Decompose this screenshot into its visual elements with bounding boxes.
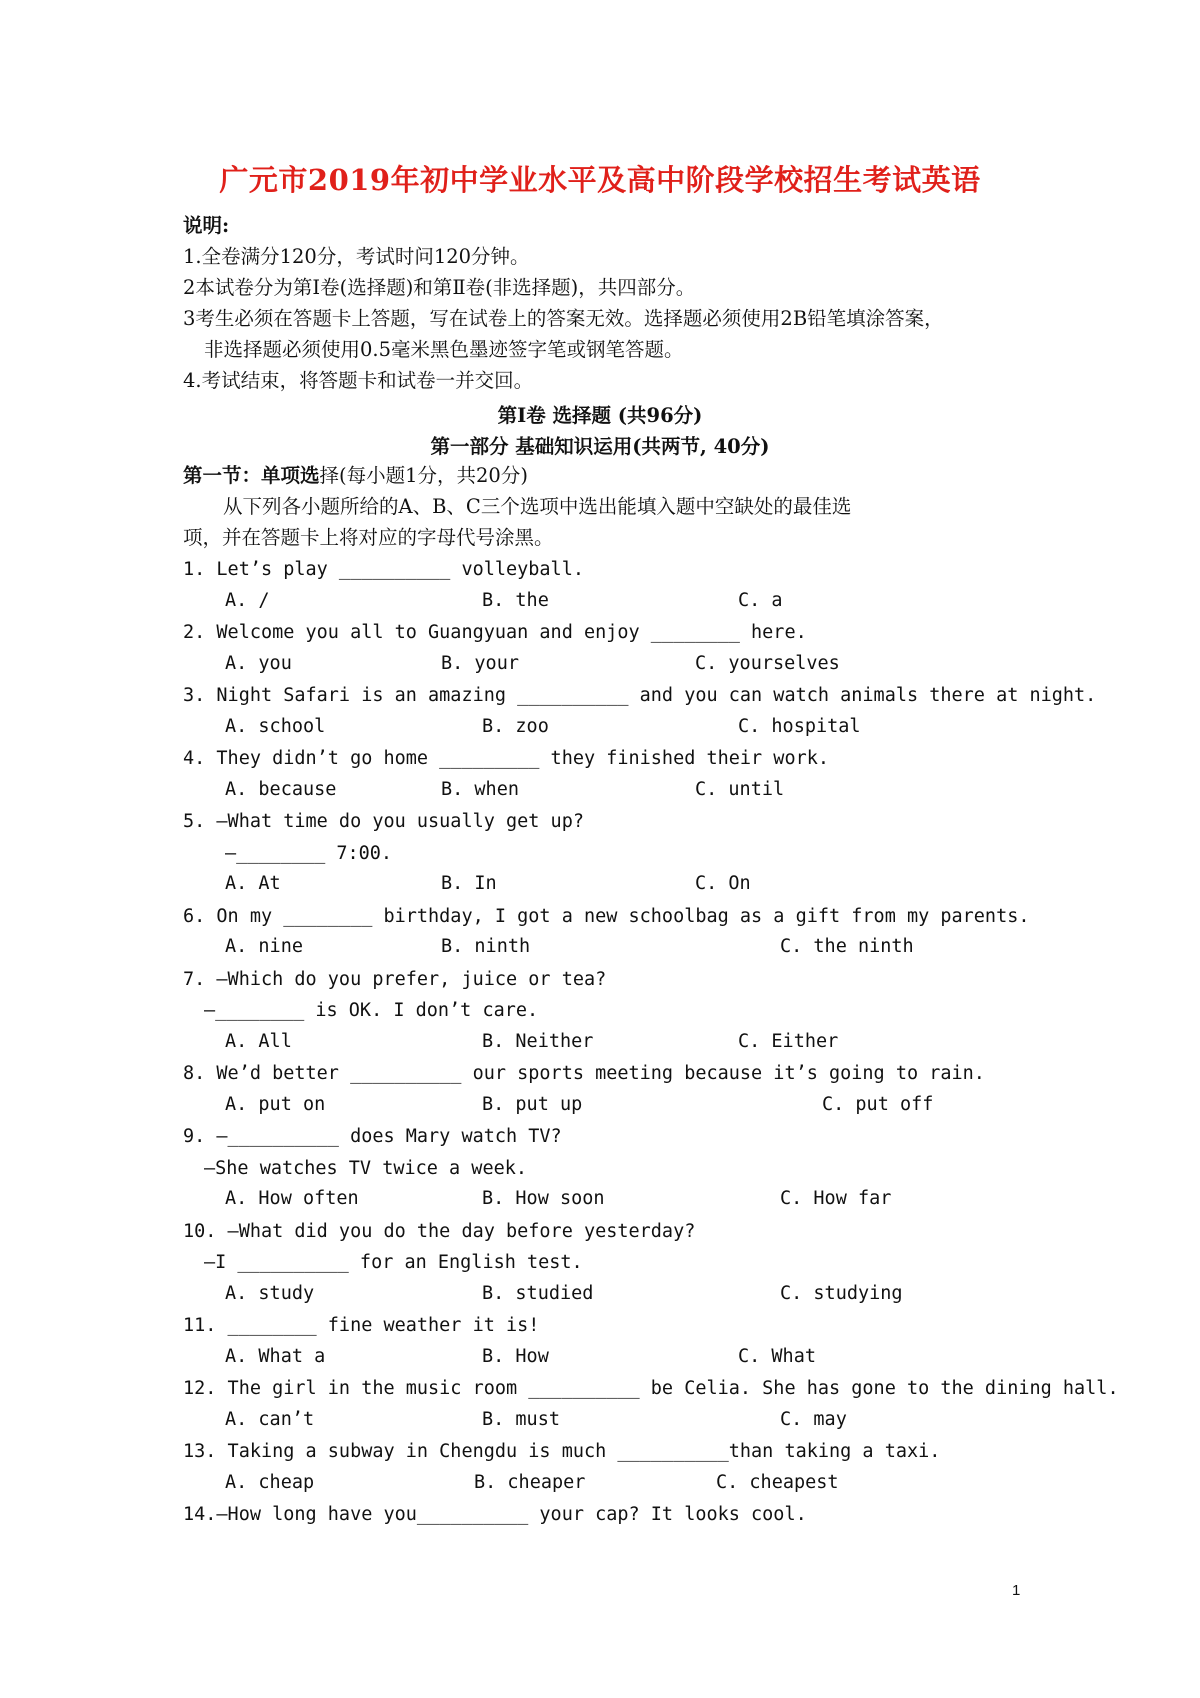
question-stem: 1. Let’s play __________ volleyball. — [183, 559, 584, 580]
answer-option: A. cheap — [225, 1471, 315, 1493]
question-stem: 13. Taking a subway in Chengdu is much __________than taking a taxi. — [183, 1441, 941, 1462]
question-stem: 11. ________ fine weather it is! — [183, 1315, 540, 1336]
answer-option: A. because — [225, 778, 337, 800]
instruction-line: 项，并在答题卡上将对应的字母代号涂黑。 — [183, 526, 554, 549]
subsection-heading — [183, 462, 528, 490]
answer-option: C. What — [738, 1345, 816, 1367]
answer-option: C. cheapest — [716, 1471, 839, 1493]
answer-option: C. How far — [780, 1188, 892, 1209]
answer-option: B. when — [441, 778, 519, 800]
answer-option: B. your — [441, 652, 519, 674]
answer-option: B. zoo — [482, 715, 549, 737]
note-item: 2本试卷分为第Ⅰ卷(选择题)和第Ⅱ卷(非选择题)，共四部分。 — [183, 276, 696, 299]
question-stem: 5. —What time do you usually get up? — [183, 811, 584, 832]
answer-option: A. How often — [225, 1188, 359, 1209]
question-stem: 4. They didn’t go home _________ they finished their work. — [183, 748, 830, 769]
note-item: 1.全卷满分120分，考试时问120分钟。 — [183, 245, 530, 268]
answer-option: B. Neither — [482, 1030, 594, 1052]
question-stem: 10. —What did you do the day before yesterday? — [183, 1220, 696, 1242]
answer-option: B. How — [482, 1345, 549, 1367]
answer-option: B. the — [482, 589, 549, 611]
answer-option: C. On — [695, 873, 751, 894]
answer-option: A. At — [225, 873, 281, 894]
answer-option: C. Either — [738, 1030, 839, 1052]
note-item: 3考生必须在答题卡上答题，写在试卷上的答案无效。选择题必须使用2B铅笔填涂答案， — [183, 307, 944, 330]
answer-option: B. How soon — [482, 1188, 605, 1209]
answer-option: C. hospital — [738, 715, 861, 737]
answer-option: B. cheaper — [474, 1471, 586, 1493]
notes-heading: 说明: — [183, 214, 230, 237]
question-stem-cont: —She watches TV twice a week. — [204, 1157, 528, 1179]
question-stem: 7. —Which do you prefer, juice or tea? — [183, 968, 607, 990]
question-stem-cont: —________ 7:00. — [225, 842, 393, 864]
exam-title: 广元市2019年初中学业水平及高中阶段学校招生考试英语 — [219, 163, 981, 197]
question-stem: 9. —__________ does Mary watch TV? — [183, 1126, 562, 1147]
answer-option: B. must — [482, 1408, 560, 1430]
answer-option: C. put off — [822, 1093, 934, 1115]
question-stem: 14.—How long have you__________ your cap? It looks cool. — [183, 1504, 807, 1525]
question-stem: 8. We’d better __________ our sports meeting because it’s going to rain. — [183, 1063, 985, 1084]
answer-option: C. studying — [780, 1282, 903, 1304]
part-heading: 第一部分 基础知识运用(共两节, 40分) — [430, 435, 770, 458]
instruction-line: 从下列各小题所给的A、B、C三个选项中选出能填入题中空缺处的最佳选 — [223, 495, 852, 518]
question-stem-cont: —________ is OK. I don’t care. — [204, 1000, 539, 1021]
question-stem: 3. Night Safari is an amazing __________ and you can watch animals there at night. — [183, 685, 1097, 706]
answer-option: B. In — [441, 873, 497, 894]
answer-option: B. put up — [482, 1093, 583, 1115]
answer-option: C. yourselves — [695, 652, 840, 674]
answer-option: A. / — [225, 589, 270, 611]
question-stem: 2. Welcome you all to Guangyuan and enjoy ________ here. — [183, 622, 807, 643]
answer-option: C. the ninth — [780, 936, 914, 957]
answer-option: C. may — [780, 1408, 847, 1430]
answer-option: A. can’t — [225, 1408, 315, 1430]
question-stem: 6. On my ________ birthday, I got a new schoolbag as a gift from my parents. — [183, 905, 1030, 927]
section-heading: 第Ⅰ卷 选择题 (共96分) — [497, 404, 703, 427]
question-stem-cont: —I __________ for an English test. — [204, 1252, 583, 1273]
answer-option: A. you — [225, 652, 292, 674]
answer-option: A. What a — [225, 1345, 326, 1367]
subsection-label: 第一节：单项选 — [183, 464, 320, 487]
answer-option: A. study — [225, 1282, 315, 1304]
answer-option: C. a — [738, 589, 783, 611]
answer-option: C. until — [695, 778, 785, 800]
answer-option: A. school — [225, 715, 326, 737]
answer-option: B. studied — [482, 1282, 594, 1304]
question-stem: 12. The girl in the music room __________ be Celia. She has gone to the dining hall. — [183, 1378, 1119, 1399]
subsection-rest: 择(每小题1分，共20分) — [319, 464, 528, 487]
page-number: 1 — [1012, 1582, 1021, 1599]
answer-option: B. ninth — [441, 936, 531, 957]
note-item: 4.考试结束，将答题卡和试卷一并交回。 — [183, 369, 534, 392]
answer-option: A. nine — [225, 936, 303, 957]
answer-option: A. put on — [225, 1093, 326, 1115]
note-item: 非选择题必须使用0.5毫米黑色墨迹签字笔或钢笔答题。 — [204, 338, 684, 361]
answer-option: A. All — [225, 1030, 292, 1052]
